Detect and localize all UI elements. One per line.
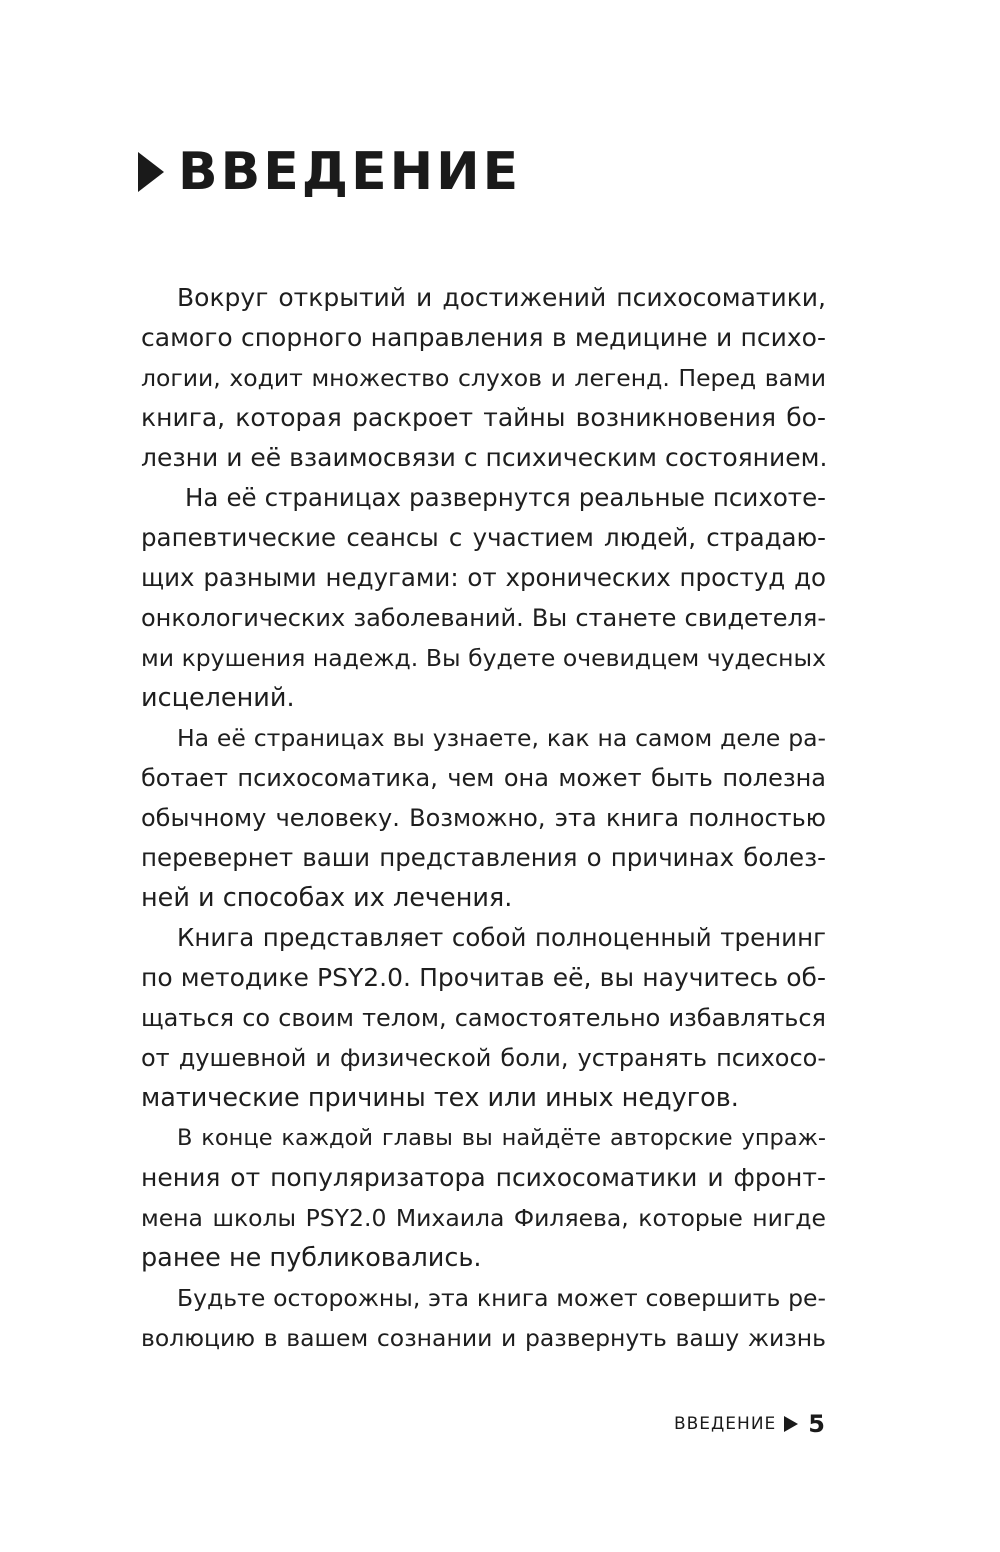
text-line: Будьте осторожны, эта книга может совершить ре- (177, 1284, 826, 1312)
page-number: 5 (808, 1410, 825, 1438)
text-line: ботает психосоматика, чем она может быть полезна (141, 764, 826, 792)
chapter-heading (138, 140, 521, 204)
text-line: ней и способах их лечения. (141, 883, 513, 913)
text-line: рапевтические сеансы с участием людей, страдаю- (141, 523, 826, 552)
play-triangle-icon (138, 152, 164, 192)
text-line: исцелений. (141, 683, 295, 713)
text-line: по методике PSY2.0. Прочитав её, вы научитесь об- (141, 963, 826, 992)
text-line: На её страницах вы узнаете, как на самом деле ра- (177, 724, 826, 752)
text-line: самого спорного направления в медицине и психо- (141, 323, 826, 352)
text-line: щаться со своим телом, самостоятельно избавляться (141, 1004, 826, 1032)
text-line: ми крушения надежд. Вы будете очевидцем чудесных (141, 644, 826, 672)
text-line: Книга представляет собой полноценный тренинг (177, 923, 826, 952)
text-line: ранее не публиковались. (141, 1243, 482, 1273)
body-text (141, 278, 826, 1358)
footer-section-label: ВВЕДЕНИЕ (673, 1414, 777, 1434)
text-line: В конце каждой главы вы найдёте авторские упраж- (177, 1125, 826, 1151)
text-line: матические причины тех или иных недугов. (141, 1083, 739, 1113)
text-line: онкологических заболеваний. Вы станете свидетеля- (141, 604, 826, 632)
text-line: обычному человеку. Возможно, эта книга полностью (141, 804, 826, 832)
running-footer (674, 1404, 825, 1444)
text-line: нения от популяризатора психосоматики и фронт- (141, 1163, 826, 1192)
text-line: На её страницах развернутся реальные психоте- (185, 483, 826, 512)
text-line: мена школы PSY2.0 Михаила Филяева, которые нигде (141, 1204, 826, 1232)
text-line: лезни и её взаимосвязи с психическим состоянием. (141, 443, 828, 472)
text-line: книга, которая раскроет тайны возникновения бо- (141, 403, 826, 432)
text-line: перевернет ваши представления о причинах болез- (141, 843, 826, 872)
text-line: щих разными недугами: от хронических простуд до (141, 563, 826, 592)
text-line: логии, ходит множество слухов и легенд. Перед вами (141, 364, 826, 392)
text-line: Вокруг открытий и достижений психосоматики, (177, 283, 826, 312)
text-line: волюцию в вашем сознании и развернуть вашу жизнь (141, 1324, 826, 1352)
play-triangle-small-icon (784, 1416, 798, 1432)
chapter-title: ВВЕДЕНИЕ (178, 142, 522, 202)
text-line: от душевной и физической боли, устранять психосо- (141, 1044, 826, 1072)
